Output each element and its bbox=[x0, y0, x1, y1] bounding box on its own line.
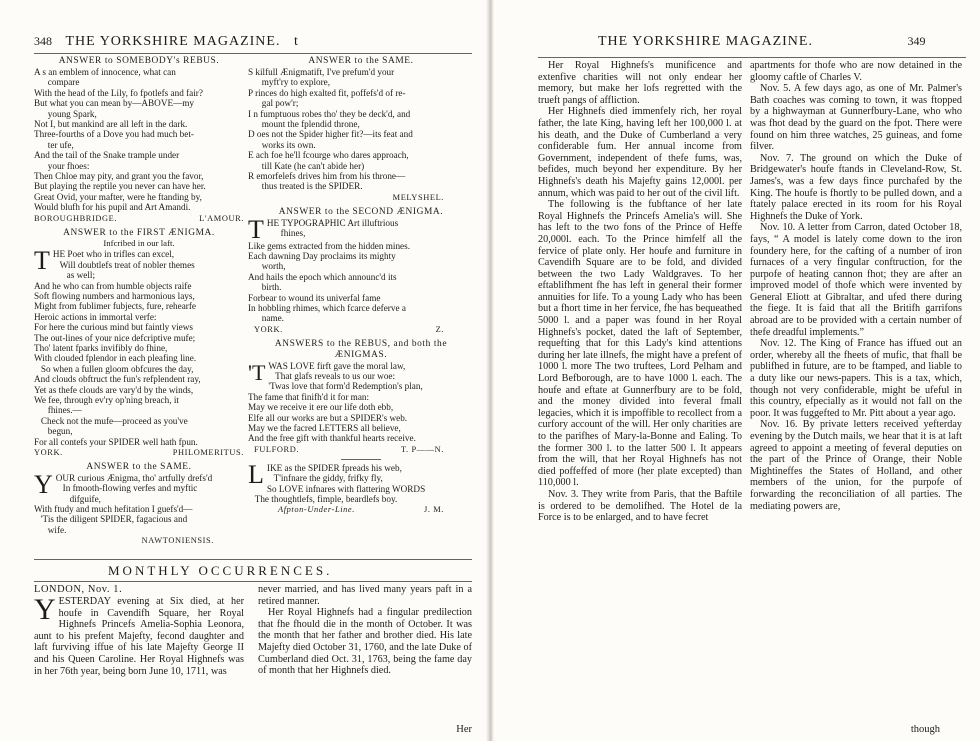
signature-place: Afpton-Under-Line. bbox=[278, 505, 355, 515]
rebus-and-aenigmas-heading: ANSWERS to the REBUS, and both the ÆNIGMAS. bbox=[274, 338, 448, 360]
left-poetry-column-2 bbox=[248, 56, 474, 561]
left-running-head bbox=[34, 34, 299, 50]
signature-name: T. P——N. bbox=[400, 444, 444, 454]
monthly-top-rule bbox=[34, 559, 472, 560]
princess-predilection-paragraph: Her Royal Highnefs had a fingular predilection that fhe fhould die in the month of October. It was the month that her father and brother died. His late Majefty died October 31, 1760, and the late Duke of Cumberland died Oct. 31, 1763, being the fame day of month that her Highnefs died. bbox=[258, 607, 472, 677]
left-page-number: 348 bbox=[34, 34, 52, 48]
drop-cap: Y bbox=[34, 593, 56, 626]
rebus-answer-signature bbox=[34, 214, 244, 225]
same-answer-heading-2: ANSWER to the SAME. bbox=[308, 56, 414, 66]
same-answer-heading-1: ANSWER to the SAME. bbox=[86, 461, 192, 472]
monthly-bottom-rule bbox=[34, 581, 472, 582]
drop-cap: L bbox=[248, 459, 264, 489]
first-aenigma-verse: HE Poet who in trifles can excel, Will doubtlefs treat of nobler themes as well; And he who can from humble objects raife Soft flowing numbers and harmonious lays, Might from fublimer fubjects, fure, rehearfe Heroic actions in immortal verfe: For here the curious mind but faintly views The out-lines of your nice defcriptive mufe; Tho' latent fparks invifibly do fhine, With clouded fplendor in each pleafing line. So when a fullen gloom obfcures the day, And clouds obftruct the fun's refplendent ray, Yet as thefe clouds are vary'd by the winds, We fee, through ev'ry op'ning breach, it fhines.— Check not the mufe—proceed as you've begun, For all contefs your SPIDER well hath fpun. bbox=[34, 249, 201, 447]
left-head-rule bbox=[34, 53, 472, 54]
signature-name: NAWTONIENSIS. bbox=[141, 536, 214, 546]
second-aenigma-heading: ANSWER to the SECOND ÆNIGMA. bbox=[278, 206, 444, 217]
drop-cap: Y bbox=[34, 469, 53, 499]
second-aenigma-first-lines: HE TYPOGRAPHIC Art illuftrious fhines, bbox=[266, 217, 399, 238]
first-aenigma-signature bbox=[34, 448, 244, 459]
rebus-answer-heading: ANSWER to SOMEBODY's REBUS. bbox=[58, 56, 220, 66]
acrostic-signature bbox=[248, 193, 474, 204]
london-dateline: LONDON, Nov. 1. bbox=[34, 584, 123, 595]
left-catchword: Her bbox=[456, 724, 472, 735]
signature-place: BOROUGHBRIDGE. bbox=[34, 213, 118, 223]
signature-place: YORK. bbox=[254, 324, 283, 334]
second-aenigma-verse: Like gems extracted from the hidden mines. Each dawning Day proclaims its mighty worth, And hails the epoch which announc'd its birth. Forbear to wound its univerfal fame In hobbling rhimes, which fcarce deferve a name. bbox=[248, 240, 411, 324]
love-verse-block bbox=[248, 361, 474, 444]
bastile-continued: apartments for thofe who are now detained in the gloomy caftle of Charles V. bbox=[750, 60, 962, 83]
nov-7-paragraph: Nov. 7. The ground on which the Duke of Bridgewater's houfe ftands in Cleveland-Row, St. James's, was a few days fince purchafed by the King. The houfe is fhortly to be pulled down, and a ftately palace erected in its room for his Royal Highnefs the Duke of York. bbox=[750, 152, 962, 222]
left-head-mark: t bbox=[293, 34, 299, 49]
right-column-2 bbox=[750, 60, 962, 725]
signature-name: Z. bbox=[435, 324, 444, 334]
first-aenigma-verse-block bbox=[34, 246, 244, 447]
will-paragraph-1: Her Royal Highnefs's munificence and extenfive charities will not only endear her memory, but make her lofs regretted with the trueft pangs of affliction. bbox=[538, 60, 742, 106]
first-aenigma-subheading: Infcribed in our laft. bbox=[103, 238, 175, 249]
acrostic-verse: S kilfull Ænigmatift, I've prefum'd your myft'ry to explore, P rinces do high exalted fit, poffefs'd of re- gal pow'r; I n fumptuous robes tho' they be deck'd, and mount the fplendid throne, D oes not the Spider higher fit?—its feat and works its own. E ach foe he'll fcourge who dares approach, till Kate (he can't abide her) R emorfelefs drives him from his throne— thus treated is the SPIDER. bbox=[248, 66, 413, 192]
rebus-answer-verse: A s an emblem of innocence, what can compare With the head of the Lily, fo fpotlefs and fair? But what you can mean by—ABOVE—my young Spark, Not I, but mankind are all left in the dark. Three-fourths of a Dove you had much bet- ter ufe, And the tail of the Snake trample under your fhoes: Then Chloe may pity, and grant you the favor, But playing the reptile you never can have her. Great Ovid, your mafter, were he ftanding by, Would blufh for his pupil and Art Amandi. bbox=[34, 66, 206, 213]
love-verse-signature bbox=[248, 445, 474, 456]
monthly-column-1 bbox=[34, 584, 244, 724]
short-divider bbox=[341, 459, 381, 460]
same-answer-verse-block-1 bbox=[34, 469, 244, 535]
signature-place: YORK. bbox=[34, 448, 63, 458]
same-answer-signature-1 bbox=[34, 536, 244, 547]
princess-death-report: ESTERDAY evening at Six died, at her houfe in Cavendifh Square, her Royal Highnefs Princefs Amelia-Sophia Leonora, aunt to his prefent Majefty, fecond daughter and laft furviving iffue of his late Majefty George II and his Queen Caroline. Her Royal Highnefs was in her 76th year, being born June 10, 1711, was bbox=[34, 596, 244, 677]
love-verse: WAS LOVE firft gave the moral law, That glafs reveals to us our woe: 'Twas love that form'd Redemption's plan, The fame that finifh'd it for man: May we receive it ere our life doth ebb, Elfe all our works are but a SPIDER's web. May we the facred LETTERS all believe, And the free gift with thankful hearts receive. bbox=[248, 360, 423, 444]
spider-verse-signature bbox=[248, 505, 474, 516]
drop-cap: T bbox=[34, 246, 50, 276]
signature-name: L'AMOUR. bbox=[199, 213, 244, 223]
spider-verse-block bbox=[248, 459, 474, 505]
right-page bbox=[492, 0, 980, 741]
signature-name: J. M. bbox=[424, 505, 444, 515]
will-paragraph-2: Her Highnefs died immenfely rich, her royal father, the late King, having left her 100,000 l. at his death, and the Duke of Cumberland a very confiderable fum. Her annual income from Government, independent of thefe fums, was, befides, much beyond her expenditure. By her Highnefs's death his Majefty gains 12,000l. per annum, which was paid to her out of the civil lift. bbox=[538, 106, 742, 199]
signature-name: MELYSHEL. bbox=[392, 192, 444, 202]
right-column-1 bbox=[538, 60, 742, 725]
monthly-column-2 bbox=[258, 584, 472, 724]
will-paragraph-3: The following is the fubftance of her late Royal Highnefs the Princefs Amelia's will. She has left to the two fons of the Prince of Heffe 20,000l. each. To the Prince himfelf all the fervice of plate only. Her houfe and furniture in Cavendifh Square are to be fold, and divided between the two Lady Waldgraves. To her eftablifhment fhe has left in general their former annuities for life. To a young Lady who has been but a fhort time in her fervice, fhe has bequeathed 5000 l. and a paper was found in her Royal Highnefs's pocket, dated the laft of September, requefting that for this Lady's kind attentions during her late illnefs, fhe might have a prefent of 1000 l. more The two truftees, Lord Pelham and Lord Befborough, are to have 1000 l. each. The houfe and eftate at Gunnerfbury are to be fold, and the money divided into feveral fmall legacies, which it is impoffible to recollect from a curfory account of the will. Her only charities are to the parifhes of Mary-la-Bonne and Ealing. To the former 300 l. to the latter 500 l. It appears from the will, that her Royal Highnefs has not died poffeffed of more (her plate excepted) than 110,000 l. bbox=[538, 199, 742, 489]
drop-cap: 'T bbox=[248, 359, 266, 385]
right-running-head bbox=[598, 34, 925, 50]
spider-verse: IKE as the SPIDER fpreads his web, T'infnare the giddy, frifky fly, So LOVE infnares with flattering WORDS The thoughtlefs, fimple, beardlefs boy. bbox=[254, 462, 426, 504]
nov-16-paragraph: Nov. 16. By private letters received yefterday evening by the Dutch mails, we hear that it is at laft agreed to appoint a meeting of feveral deputies on the part of the Prince of Orange, their Noble Mightineffes the States of Holland, and other members of the union, for the purpofe of forwarding the reconciliation of all parties. The mediating powers are, bbox=[750, 419, 962, 512]
right-catchword: though bbox=[910, 724, 940, 735]
left-page bbox=[0, 0, 488, 741]
nov-5-paragraph: Nov. 5. A few days ago, as one of Mr. Palmer's Bath coaches was coming to town, it was ftopped by a highwayman at Gunnerfbury-Lane, who who was fhot dead by the guard on the fpot. There were found on him three watches, 25 guineas, and fome filver. bbox=[750, 83, 962, 153]
right-head-rule bbox=[538, 57, 966, 58]
signature-place: FULFORD. bbox=[254, 444, 300, 454]
left-poetry-column-1 bbox=[34, 56, 244, 561]
second-aenigma-signature bbox=[248, 325, 474, 336]
monthly-occurrences-heading: MONTHLY OCCURRENCES. bbox=[108, 563, 333, 578]
second-aenigma-verse-block bbox=[248, 214, 474, 324]
right-page-number: 349 bbox=[907, 34, 926, 48]
left-running-title: THE YORKSHIRE MAGAZINE. bbox=[65, 34, 281, 49]
signature-name: PHILOMERITUS. bbox=[172, 448, 244, 458]
right-running-title: THE YORKSHIRE MAGAZINE. bbox=[598, 34, 813, 49]
drop-cap: T bbox=[248, 214, 264, 244]
first-aenigma-heading: ANSWER to the FIRST ÆNIGMA. bbox=[63, 227, 215, 238]
princess-report-continued: never married, and has lived many years paft in a retired manner. bbox=[258, 584, 472, 607]
paris-paragraph: Nov. 3. They write from Paris, that the Baftile is ordered to be demolifhed. The Hotel de la Force is to be enlarged, and to have fecret bbox=[538, 488, 742, 524]
nov-10-paragraph: Nov. 10. A letter from Carron, dated October 18, fays, “ A model is lately come down to the iron foundery here, for the cafting of a number of iron furnaces of a very fingular conftruction, for the purpofe of heating cannon fhot; they are after an improved model of thofe which were invented by General Eliott at Gibraltar, and ufed there during the fiege. It is faid that all the Britifh garrifons abroad are to be provided with a certain number of thefe dreadful implements.” bbox=[750, 222, 962, 338]
same-answer-verse-1: OUR curious Ænigma, tho' artfully drefs'd In fmooth-flowing verfes and myftic difguife, With ftudy and much hefitation I guefs'd— 'Tis the diligent SPIDER, fagacious and wife. bbox=[34, 472, 213, 535]
nov-12-paragraph: Nov. 12. The King of France has iffued out an order, whereby all the fheets of mufic, that fhall be publifhed in future, are to be ftamped, and liable to a duty like our news-papers. This is a tax, which, though not very confiderable, might be ufeful in this country, efpecially as it would not fall on the poor. It was fuggefted to Mr. Pitt about a year ago. bbox=[750, 338, 962, 419]
